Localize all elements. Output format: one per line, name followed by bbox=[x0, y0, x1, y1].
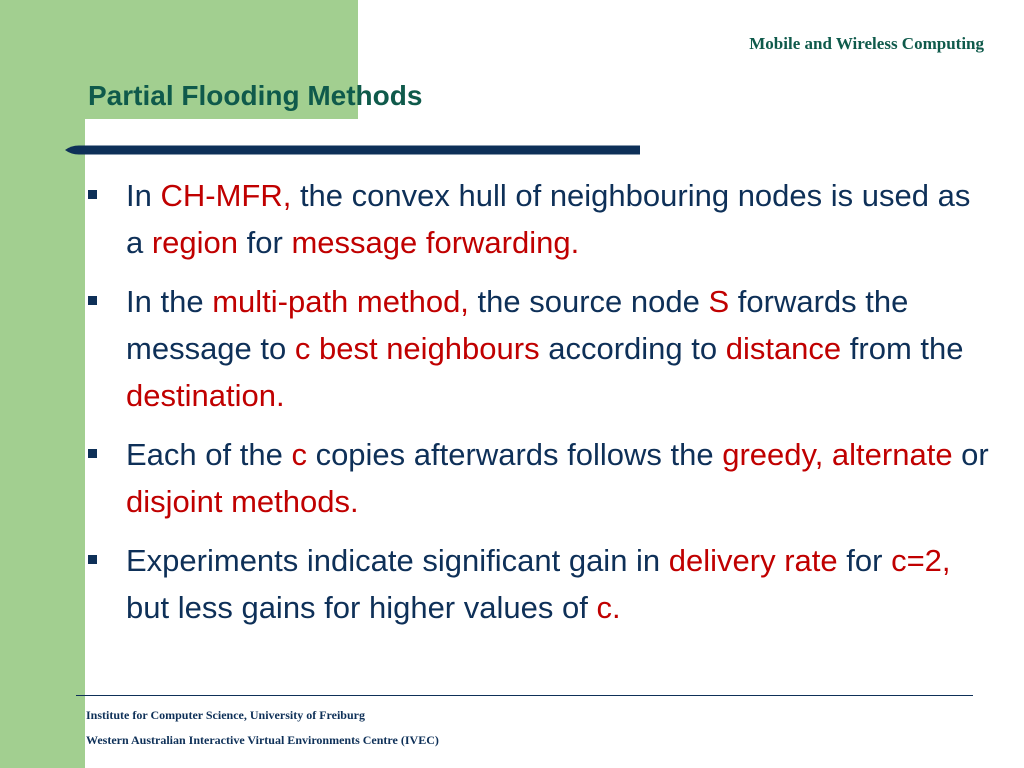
bullet-text bbox=[126, 284, 964, 413]
highlight-run: delivery rate bbox=[668, 543, 838, 578]
bullet-text bbox=[126, 178, 970, 260]
footer-institute: Institute for Computer Science, University of Freiburg bbox=[86, 708, 365, 722]
text-run: Experiments indicate significant gain in bbox=[126, 543, 669, 578]
highlight-run: CH-MFR, bbox=[160, 178, 292, 213]
highlight-run: c bbox=[291, 437, 307, 472]
text-run: Each of the bbox=[126, 437, 292, 472]
text-run: according to bbox=[539, 331, 726, 366]
course-header: Mobile and Wireless Computing bbox=[749, 34, 984, 53]
bullet-item bbox=[88, 172, 993, 266]
highlight-run: S bbox=[708, 284, 730, 319]
text-run: the source node bbox=[468, 284, 709, 319]
highlight-run: greedy, alternate bbox=[722, 437, 953, 472]
highlight-run: destination. bbox=[126, 378, 285, 413]
bullet-marker bbox=[88, 190, 97, 199]
text-run: or bbox=[952, 437, 989, 472]
bullet-text bbox=[126, 437, 989, 519]
text-run: from the bbox=[841, 331, 964, 366]
highlight-run: region bbox=[151, 225, 239, 260]
bullet-item bbox=[88, 278, 993, 419]
text-run: for bbox=[837, 543, 892, 578]
bullet-item bbox=[88, 431, 993, 525]
highlight-run: c=2, bbox=[891, 543, 951, 578]
left-decorative-bar bbox=[0, 0, 85, 768]
highlight-run: message forwarding. bbox=[291, 225, 580, 260]
bullet-list bbox=[88, 172, 993, 643]
bullet-marker bbox=[88, 555, 97, 564]
highlight-run: c best neighbours bbox=[294, 331, 540, 366]
text-run: for bbox=[238, 225, 292, 260]
text-run: but less gains for higher values of bbox=[126, 590, 597, 625]
slide-title: Partial Flooding Methods bbox=[88, 80, 423, 111]
bullet-item bbox=[88, 537, 993, 631]
bullet-marker bbox=[88, 449, 97, 458]
text-run: In the bbox=[126, 284, 213, 319]
highlight-run: c. bbox=[596, 590, 621, 625]
text-run: copies afterwards follows the bbox=[306, 437, 723, 472]
title-underline bbox=[65, 145, 640, 155]
text-run: In bbox=[126, 178, 161, 213]
bullet-text bbox=[126, 543, 951, 625]
highlight-run: disjoint methods. bbox=[126, 484, 359, 519]
text-run: forwards the message to bbox=[126, 284, 909, 366]
highlight-run: distance bbox=[725, 331, 842, 366]
footer-divider bbox=[76, 695, 973, 696]
text-run: the convex hull of neighbouring nodes is used as a bbox=[126, 178, 971, 260]
highlight-run: multi-path method, bbox=[212, 284, 469, 319]
footer-centre: Western Australian Interactive Virtual Environments Centre (IVEC) bbox=[86, 733, 439, 747]
bullet-marker bbox=[88, 296, 97, 305]
